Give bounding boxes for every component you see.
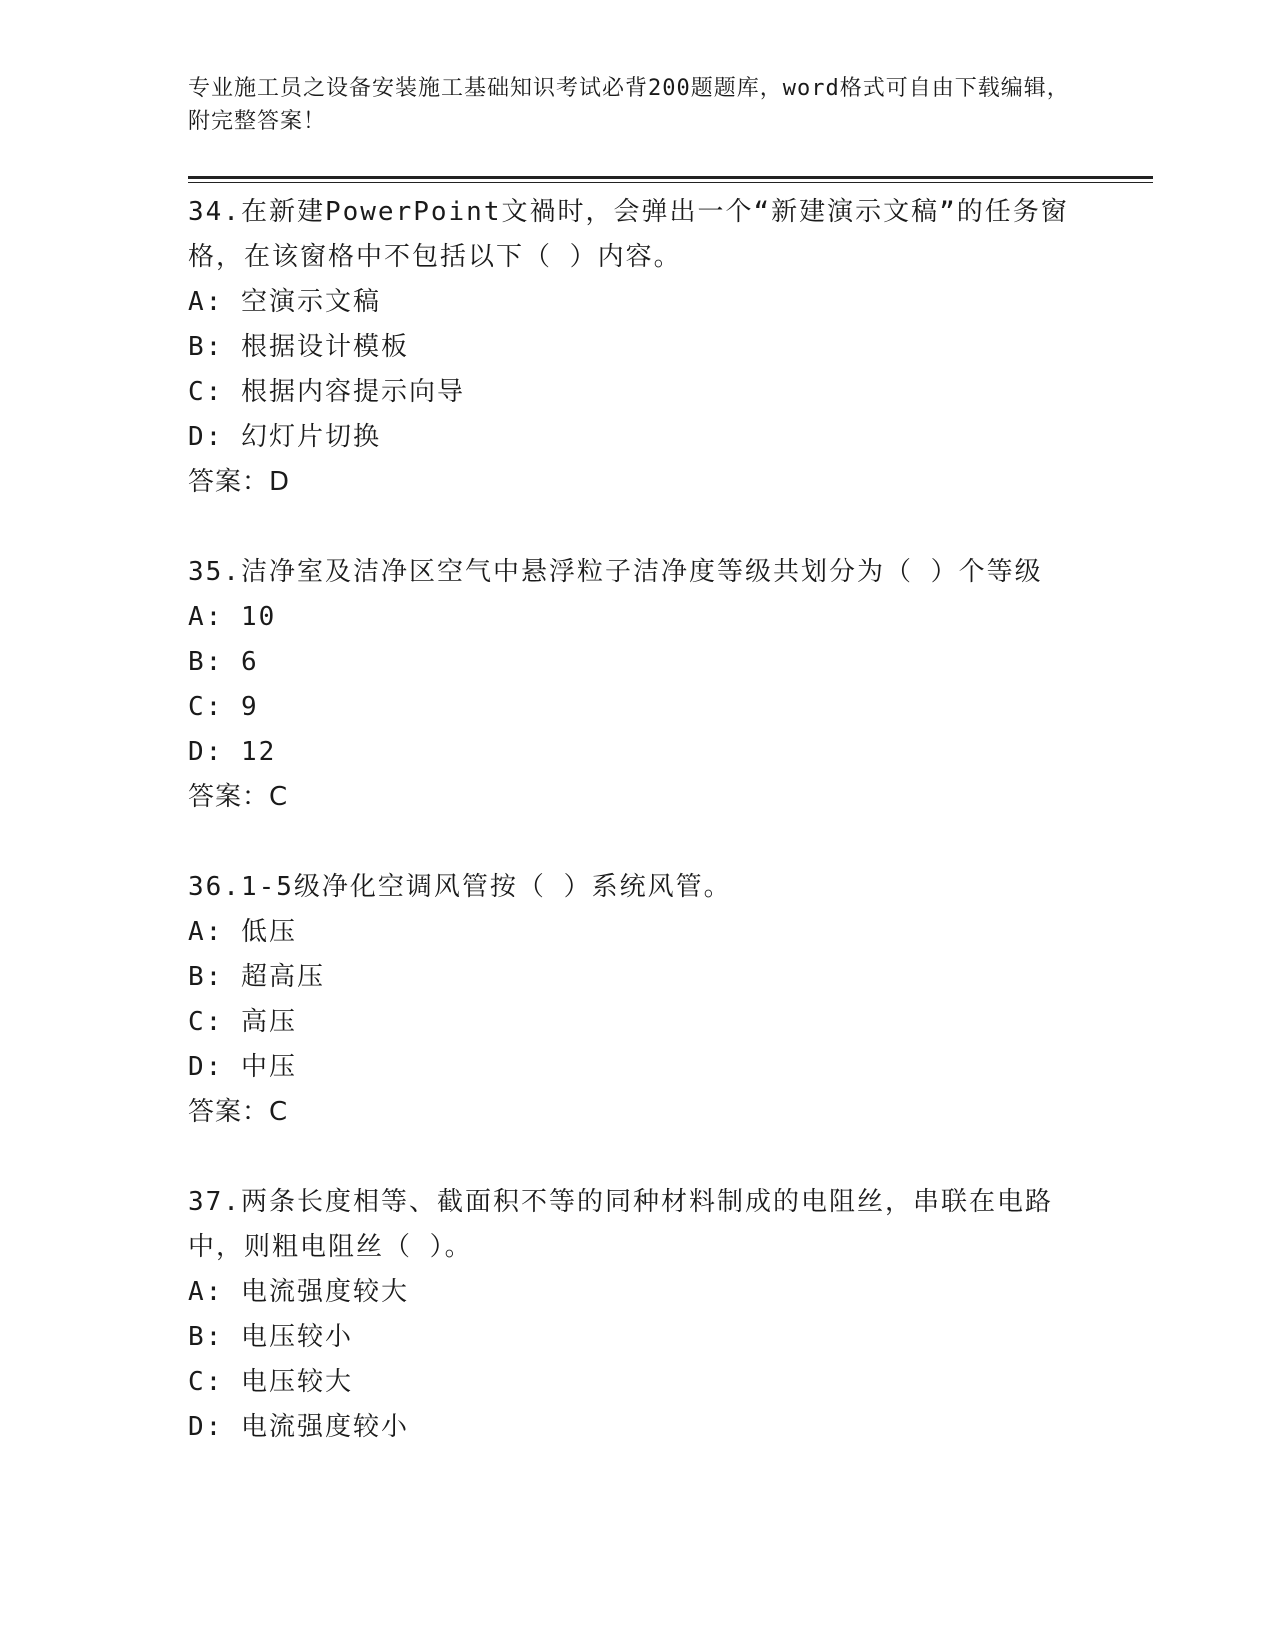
answer: 答案：D: [188, 467, 291, 497]
option-c: C: 9: [188, 692, 259, 722]
question-stem: 36.1-5级净化空调风管按（ ）系统风管。: [188, 872, 732, 902]
option-c: C: 高压: [188, 1007, 297, 1037]
document-header: 专业施工员之设备安装施工基础知识考试必背200题题库，word格式可自由下载编辑，附完整答案！: [188, 76, 1070, 134]
header-divider-thin: [188, 182, 1153, 183]
option-d: D: 中压: [188, 1052, 297, 1082]
option-d: D: 12: [188, 737, 277, 767]
option-a: A: 低压: [188, 917, 297, 947]
option-a: A: 电流强度较大: [188, 1277, 409, 1307]
option-d: D: 幻灯片切换: [188, 422, 381, 452]
question-stem: 34.在新建PowerPoint文禍时，会弹出一个“新建演示文稿”的任务窗格，在该窗格中不包括以下（ ）内容。: [188, 197, 1069, 272]
answer: 答案：C: [188, 782, 289, 812]
option-a: A: 10: [188, 602, 277, 632]
option-b: B: 超高压: [188, 962, 325, 992]
option-c: C: 根据内容提示向导: [188, 377, 465, 407]
option-c: C: 电压较大: [188, 1367, 353, 1397]
option-a: A: 空演示文稿: [188, 287, 381, 317]
option-b: B: 电压较小: [188, 1322, 353, 1352]
question-stem: 37.两条长度相等、截面积不等的同种材料制成的电阻丝，串联在电路中，则粗电阻丝（ ）。: [188, 1187, 1053, 1262]
option-d: D: 电流强度较小: [188, 1412, 409, 1442]
header-divider-thick: [188, 176, 1153, 179]
option-b: B: 根据设计模板: [188, 332, 409, 362]
question-37: [188, 1180, 1088, 1450]
option-b: B: 6: [188, 647, 259, 677]
question-list: [188, 190, 1088, 1495]
question-stem: 35.洁净室及洁净区空气中悬浮粒子洁净度等级共划分为（ ）个等级: [188, 557, 1043, 587]
question-36: [188, 865, 1088, 1135]
question-35: [188, 550, 1088, 820]
question-34: [188, 190, 1088, 505]
answer: 答案：C: [188, 1097, 289, 1127]
